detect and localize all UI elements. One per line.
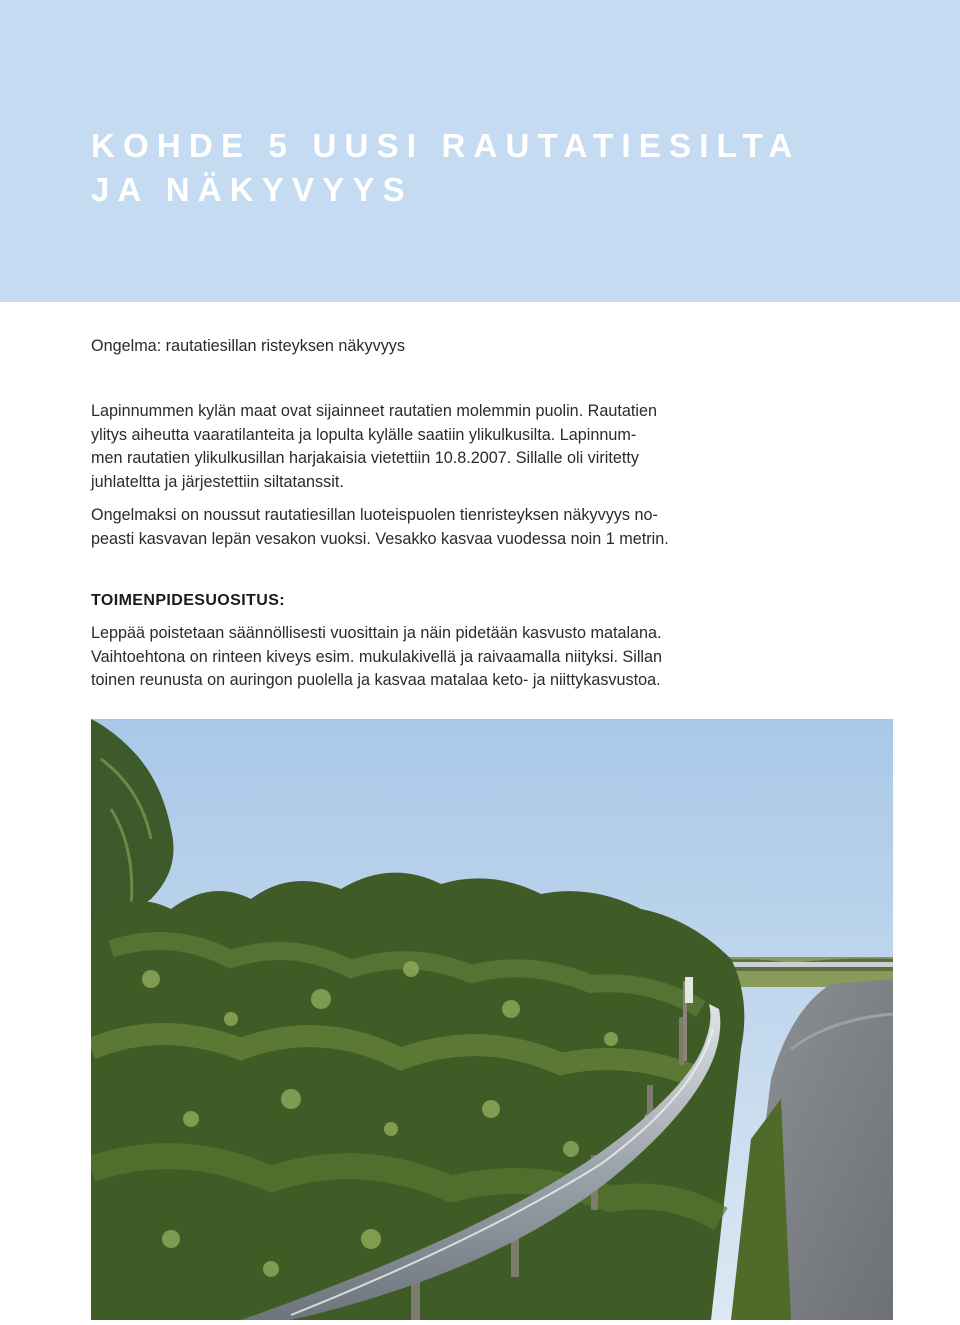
photo-roadside-vegetation-guardrail-icon <box>91 719 893 1320</box>
paragraph-line: toinen reunusta on auringon puolella ja kasvaa matalaa keto- ja niittykasvustoa. <box>91 671 661 689</box>
paragraph-line: ylitys aiheutta vaaratilanteita ja lopulta kylälle saatiin ylikulkusilta. Lapinnum- <box>91 425 637 444</box>
roadside-photo <box>91 719 893 1320</box>
paragraph-line: Vaihtoehtona on rinteen kiveys esim. mukulakivellä ja raivaamalla niityksi. Sillan <box>91 647 663 666</box>
paragraph-line: juhlateltta ja järjestettiin siltatanssit. <box>91 472 344 491</box>
paragraph-line: Ongelmaksi on noussut rautatiesillan luoteispuolen tienristeyksen näkyvyys no- <box>91 506 658 524</box>
page-title <box>91 124 800 212</box>
paragraph-problem <box>91 504 669 551</box>
problem-label: Ongelma: rautatiesillan risteyksen näkyvyys <box>91 337 405 355</box>
paragraph-line: men rautatien ylikulkusillan harjakaisia vietettiin 10.8.2007. Sillalle oli viritetty <box>91 449 639 467</box>
title-line-2: JA NÄKYVYYS <box>91 171 413 208</box>
recommendation-heading: TOIMENPIDESUOSITUS: <box>91 592 285 609</box>
paragraph-line: Leppää poistetaan säännöllisesti vuosittain ja näin pidetään kasvusto matalana. <box>91 624 662 642</box>
paragraph-history <box>91 400 657 494</box>
paragraph-line: Lapinnummen kylän maat ovat sijainneet rautatien molemmin puolin. Rautatien <box>91 402 657 420</box>
paragraph-line: peasti kasvavan lepän vesakon vuoksi. Vesakko kasvaa vuodessa noin 1 metrin. <box>91 529 669 548</box>
title-line-1: KOHDE 5 UUSI RAUTATIESILTA <box>91 127 801 164</box>
recommendation-text <box>91 622 662 693</box>
